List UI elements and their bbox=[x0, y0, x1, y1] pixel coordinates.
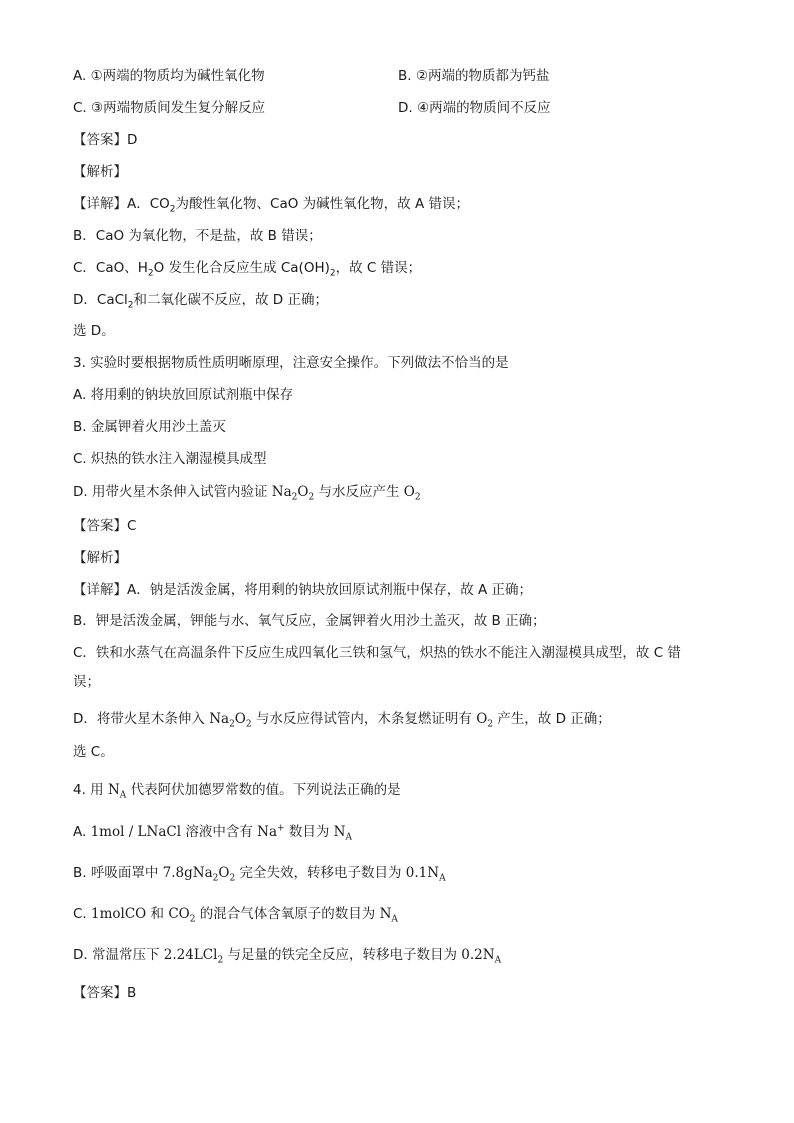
text-span: D. 用带火星木条伸入试管内验证 bbox=[73, 484, 272, 500]
text-span: 与水反应产生 bbox=[314, 484, 404, 500]
formula: O bbox=[476, 711, 488, 727]
q4-option-b bbox=[73, 863, 446, 883]
q3-option-c: C. 炽热的铁水注入潮湿模具成型 bbox=[73, 451, 267, 467]
q4-answer: 【答案】B bbox=[73, 985, 137, 1001]
q3-detail-c-line2: 误； bbox=[73, 674, 100, 690]
formula: O bbox=[218, 865, 230, 881]
subscript: 2 bbox=[329, 268, 336, 279]
subscript: A bbox=[391, 914, 398, 925]
formula: 0.1N bbox=[405, 865, 440, 881]
text-span: B. 呼吸面罩中 bbox=[73, 865, 163, 881]
q2-analysis-label: 【解析】 bbox=[73, 164, 127, 180]
formula: Na bbox=[209, 711, 230, 727]
text-span: A. bbox=[73, 824, 91, 840]
q3-detail-c-line1: C．铁和水蒸气在高温条件下反应生成四氧化三铁和氢气，炽热的铁水不能注入潮湿模具成型，故 C 错 bbox=[73, 645, 681, 661]
subscript: A bbox=[494, 955, 502, 966]
q2-options-row-2 bbox=[73, 98, 733, 118]
q3-answer: 【答案】C bbox=[73, 518, 137, 534]
formula: 2.24LCl bbox=[163, 947, 218, 963]
q2-option-c: C. ③两端物质间发生复分解反应 bbox=[73, 100, 266, 116]
q2-answer: 【答案】D bbox=[73, 132, 138, 148]
subscript: A bbox=[439, 873, 446, 884]
q2-options-row-1 bbox=[73, 66, 733, 86]
subscript: 2 bbox=[169, 204, 176, 215]
subscript: 2 bbox=[487, 719, 494, 730]
q2-option-b: B. ②两端的物质都为钙盐 bbox=[398, 68, 550, 84]
text-span: ，故 C 错误； bbox=[335, 260, 422, 276]
q2-detail-a bbox=[73, 194, 469, 214]
subscript: 2 bbox=[127, 300, 134, 311]
text-span: 和 bbox=[146, 906, 169, 922]
text-span: D. 常温常压下 bbox=[73, 947, 164, 963]
q3-option-a: A. 将用剩的钠块放回原试剂瓶中保存 bbox=[73, 387, 294, 403]
text-span: 完全失效，转移电子数目为 bbox=[235, 865, 406, 881]
subscript: 2 bbox=[308, 492, 315, 503]
q2-option-a: A. ①两端的物质均为碱性氧化物 bbox=[73, 68, 265, 84]
formula: Na bbox=[257, 824, 278, 840]
formula: CO bbox=[168, 906, 190, 922]
formula: N bbox=[107, 782, 120, 798]
formula: 0.2N bbox=[461, 947, 495, 963]
text-span: C．CaO、H bbox=[73, 260, 148, 276]
q4-option-a bbox=[73, 822, 352, 842]
q2-conclusion: 选 D。 bbox=[73, 323, 115, 339]
text-span: 代表阿伏加德罗常数的值。下列说法正确的是 bbox=[126, 782, 401, 798]
text-span: 为酸性氧化物、CaO 为碱性氧化物，故 A 错误； bbox=[175, 196, 469, 212]
q3-detail-a: 【详解】A．钠是活泼金属，将用剩的钠块放回原试剂瓶中保存，故 A 正确； bbox=[73, 582, 533, 598]
subscript: 2 bbox=[414, 492, 421, 503]
subscript: 2 bbox=[212, 873, 219, 884]
q3-conclusion: 选 C。 bbox=[73, 744, 114, 760]
q3-analysis-label: 【解析】 bbox=[73, 550, 127, 566]
text-span: D．CaCl bbox=[73, 292, 128, 308]
formula: Na bbox=[271, 484, 292, 500]
q2-detail-b: B．CaO 为氧化物，不是盐，故 B 错误； bbox=[73, 228, 322, 244]
subscript: A bbox=[119, 790, 127, 801]
text-span: 的混合气体含氧原子的数目为 bbox=[195, 906, 380, 922]
superscript: + bbox=[277, 823, 285, 834]
text-span: 和二氧化碳不反应，故 D 正确； bbox=[133, 292, 328, 308]
q2-detail-c bbox=[73, 258, 421, 278]
formula: O bbox=[403, 484, 415, 500]
text-span: 溶液中含有 bbox=[181, 824, 258, 840]
subscript: 2 bbox=[229, 719, 235, 730]
formula: O bbox=[234, 711, 246, 727]
subscript: 2 bbox=[291, 492, 298, 503]
formula: N bbox=[333, 824, 346, 840]
q2-detail-d bbox=[73, 290, 328, 310]
q2-option-d: D. ④两端的物质间不反应 bbox=[398, 100, 551, 116]
q3-option-d bbox=[73, 482, 421, 502]
text-span: 与水反应得试管内，木条复燃证明有 bbox=[251, 711, 477, 727]
q3-option-b: B. 金属钾着火用沙土盖灭 bbox=[73, 419, 226, 435]
text-span: C. bbox=[73, 906, 92, 922]
formula: 1mol / LNaCl bbox=[90, 824, 182, 840]
text-span: 4. 用 bbox=[73, 782, 108, 798]
q4-stem bbox=[73, 780, 401, 800]
text-span: 数目为 bbox=[284, 824, 334, 840]
q3-detail-b: B．钾是活泼金属，钾能与水、氧气反应，金属钾着火用沙土盖灭，故 B 正确； bbox=[73, 613, 546, 629]
formula: 1molCO bbox=[91, 906, 147, 922]
subscript: 2 bbox=[229, 873, 236, 884]
q4-option-d bbox=[73, 945, 501, 965]
formula: O bbox=[297, 484, 309, 500]
text-span: 产生，故 D 正确； bbox=[493, 711, 611, 727]
q3-detail-d bbox=[73, 709, 611, 729]
formula: N bbox=[379, 906, 392, 922]
q3-stem: 3. 实验时要根据物质性质明晰原理，注意安全操作。下列做法不恰当的是 bbox=[73, 355, 509, 371]
text-span: O 发生化合反应生成 Ca(OH) bbox=[153, 260, 330, 276]
subscript: 2 bbox=[189, 914, 196, 925]
q4-option-c bbox=[73, 904, 398, 924]
subscript: A bbox=[345, 832, 352, 843]
text-span: 【详解】A．CO bbox=[73, 196, 170, 212]
subscript: 2 bbox=[147, 268, 154, 279]
text-span: D．将带火星木条伸入 bbox=[73, 711, 210, 727]
text-span: 与足量的铁完全反应，转移电子数目为 bbox=[223, 947, 462, 963]
subscript: 2 bbox=[245, 719, 252, 730]
formula: 7.8gNa bbox=[162, 865, 213, 881]
subscript: 2 bbox=[217, 955, 224, 966]
